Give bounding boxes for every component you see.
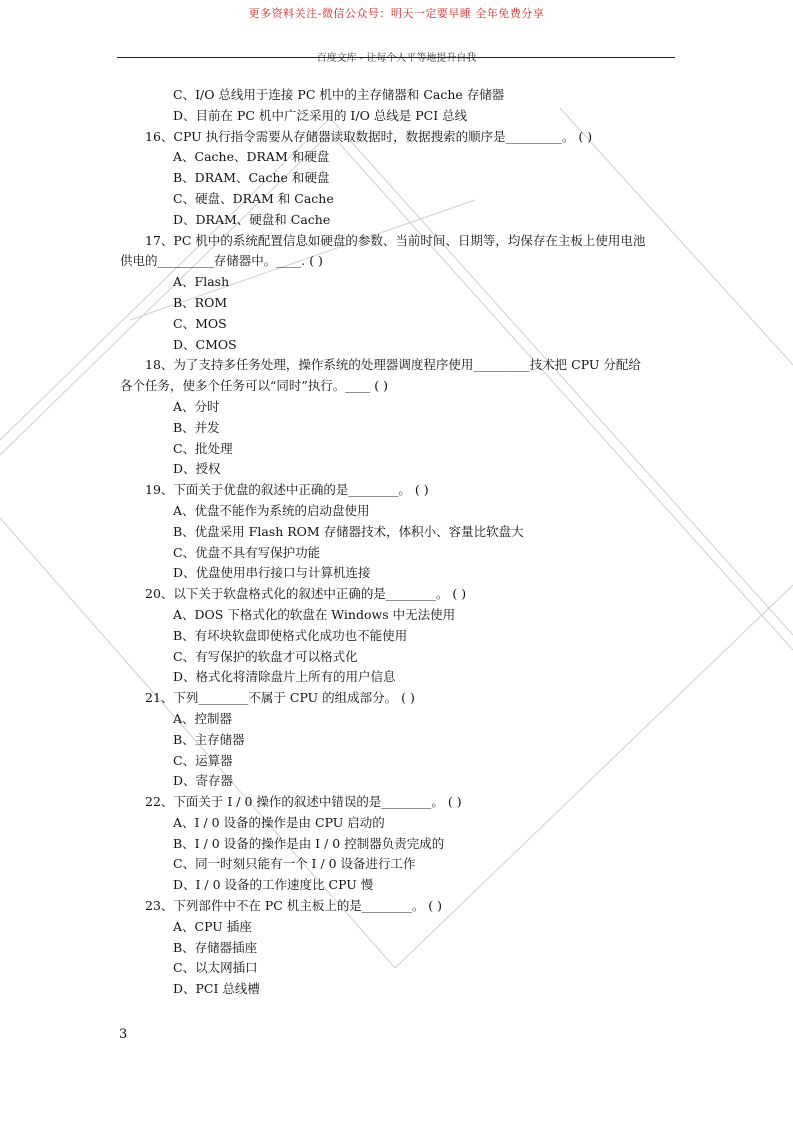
- answer-option: A、Flash: [173, 274, 230, 290]
- question-text: 17、PC 机中的系统配置信息如硬盘的参数、当前时间、日期等，均保存在主板上使用电池: [145, 232, 646, 248]
- answer-option: C、以太网插口: [173, 960, 258, 976]
- answer-option: C、MOS: [173, 315, 227, 331]
- answer-option: B、ROM: [173, 294, 228, 310]
- promo-banner: 更多资料关注-微信公众号：明天一定要早睡 全年免费分享: [248, 7, 545, 20]
- answer-option: C、I/O 总线用于连接 PC 机中的主存储器和 Cache 存储器: [173, 87, 505, 102]
- question-text: 21、下列________不属于 CPU 的组成部分。 ( ): [145, 690, 415, 706]
- answer-option: A、I / 0 设备的操作是由 CPU 启动的: [173, 814, 385, 830]
- answer-option: C、有写保护的软盘才可以格式化: [173, 648, 358, 664]
- answer-option: B、优盘采用 Flash ROM 存储器技术，体积小、容量比软盘大: [173, 523, 524, 539]
- answer-option: A、DOS 下格式化的软盘在 Windows 中无法使用: [173, 606, 456, 622]
- answer-option: B、DRAM、Cache 和硬盘: [173, 170, 330, 186]
- answer-option: D、PCI 总线槽: [173, 981, 260, 997]
- answer-option: D、目前在 PC 机中广泛采用的 I/O 总线是 PCI 总线: [173, 107, 468, 123]
- answer-option: C、运算器: [173, 752, 233, 768]
- page-number: 3: [119, 1027, 128, 1042]
- question-text: 22、下面关于 I / 0 操作的叙述中错误的是________。 ( ): [145, 794, 462, 810]
- answer-option: D、DRAM、硬盘和 Cache: [173, 211, 331, 227]
- answer-option: D、优盘使用串行接口与计算机连接: [173, 565, 371, 581]
- answer-option: C、硬盘、DRAM 和 Cache: [173, 190, 334, 206]
- answer-option: A、Cache、DRAM 和硬盘: [173, 149, 330, 165]
- page-header: 百度文库 - 让每个人平等地提升自我: [316, 53, 477, 64]
- answer-option: D、I / 0 设备的工作速度比 CPU 慢: [173, 877, 374, 893]
- answer-option: B、主存储器: [173, 731, 245, 747]
- answer-option: A、分时: [173, 398, 220, 414]
- answer-option: D、格式化将清除盘片上所有的用户信息: [173, 669, 396, 685]
- question-text: 23、下列部件中不在 PC 机主板上的是________。 ( ): [145, 898, 443, 914]
- answer-option: B、有坏块软盘即使格式化成功也不能使用: [173, 627, 408, 643]
- question-text-continued: 各个任务，使多个任务可以“同时”执行。____ ( ): [120, 378, 388, 394]
- question-text: 20、以下关于软盘格式化的叙述中正确的是________。 ( ): [145, 586, 467, 602]
- answer-option: C、优盘不具有写保护功能: [173, 544, 321, 560]
- answer-option: B、存储器插座: [173, 939, 258, 955]
- question-text-continued: 供电的_________存储器中。____. ( ): [120, 253, 323, 269]
- answer-option: A、控制器: [173, 710, 233, 726]
- question-text: 19、下面关于优盘的叙述中正确的是________。 ( ): [145, 482, 429, 498]
- answer-option: A、CPU 插座: [173, 918, 252, 934]
- question-text: 16、CPU 执行指令需要从存储器读取数据时，数据搜索的顺序是_________。 ( ): [145, 128, 593, 144]
- answer-option: B、I / 0 设备的操作是由 I / 0 控制器负责完成的: [173, 835, 445, 851]
- answer-option: C、同一时刻只能有一个 I / 0 设备进行工作: [173, 856, 416, 872]
- answer-option: A、优盘不能作为系统的启动盘使用: [173, 502, 370, 518]
- question-text: 18、为了支持多任务处理，操作系统的处理器调度程序使用_________技术把 CPU 分配给: [145, 357, 641, 373]
- answer-option: D、寄存器: [173, 773, 234, 789]
- answer-option: B、并发: [173, 419, 220, 435]
- header-rule: [117, 57, 675, 58]
- question-list: [120, 85, 680, 1000]
- answer-option: C、批处理: [173, 440, 233, 456]
- answer-option: D、授权: [173, 461, 221, 477]
- answer-option: D、CMOS: [173, 336, 237, 352]
